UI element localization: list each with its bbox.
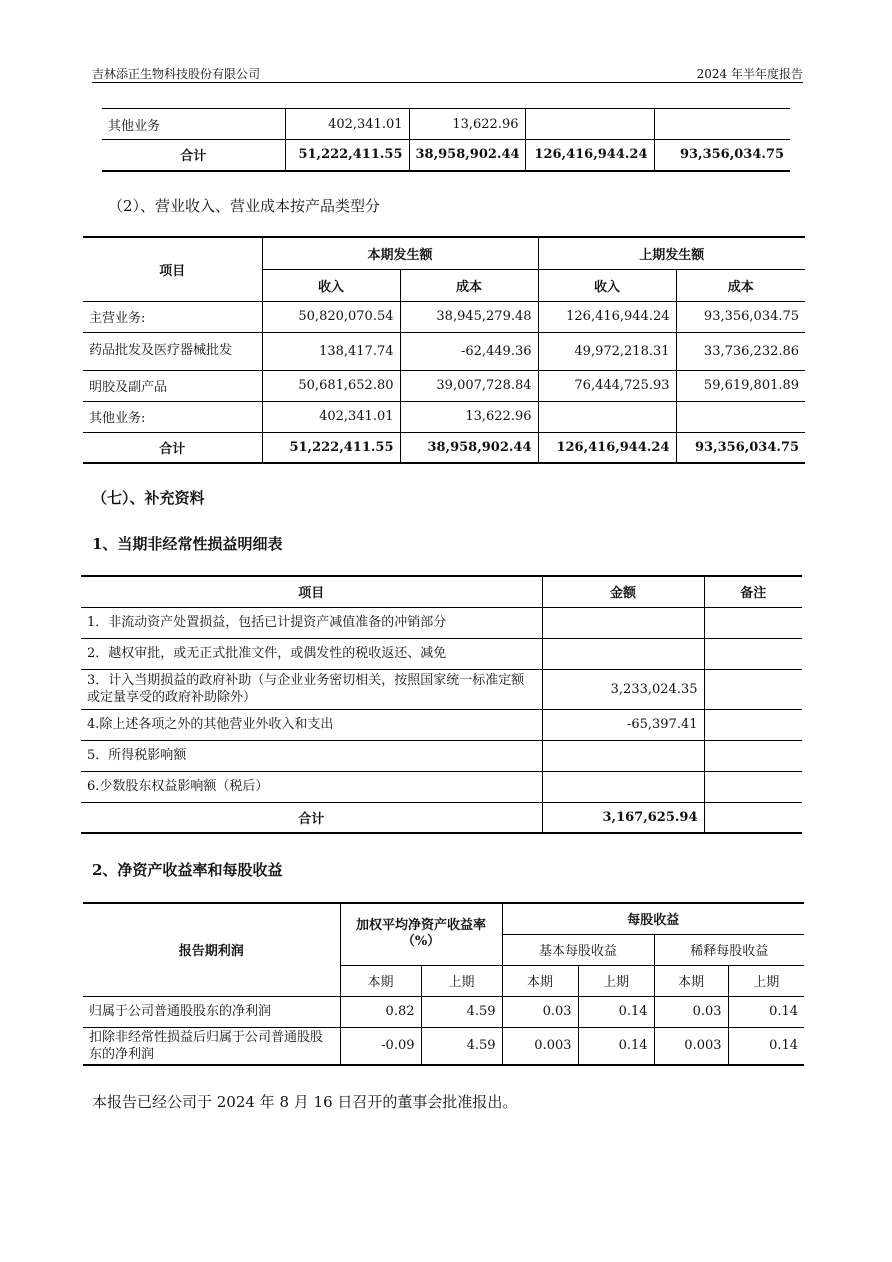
section-caption: （2）、营业收入、营业成本按产品类型分	[108, 197, 381, 215]
header-profit: 报告期利润	[83, 903, 340, 996]
header-amount: 金额	[542, 576, 704, 607]
row-label: 扣除非经常性损益后归属于公司普通股股东的净利润	[83, 1027, 340, 1065]
page-header	[92, 63, 803, 83]
cell-value: 138,417.74	[262, 332, 400, 370]
cell-value: 38,958,902.44	[409, 140, 525, 171]
report-title: 2024 年半年度报告	[696, 67, 803, 81]
cell-value: 39,007,728.84	[400, 370, 538, 401]
row-label: 合计	[81, 802, 542, 833]
cell-note	[704, 771, 802, 802]
header-cost: 成本	[676, 269, 805, 301]
revenue-by-product-table	[83, 236, 805, 464]
row-label: 药品批发及医疗器械批发	[83, 332, 262, 370]
cell-note	[704, 638, 802, 669]
cell-value: -62,449.36	[400, 332, 538, 370]
cell-value: 50,681,652.80	[262, 370, 400, 401]
cell-value: -0.09	[340, 1027, 421, 1065]
cell-note	[704, 709, 802, 740]
cell-value	[525, 109, 654, 140]
row-label: 其他业务	[102, 109, 285, 140]
cell-amount	[542, 771, 704, 802]
row-label: 归属于公司普通股股东的净利润	[83, 996, 340, 1027]
header-item: 项目	[83, 237, 262, 301]
cell-value: 13,622.96	[409, 109, 525, 140]
cell-value: 93,356,034.75	[676, 301, 805, 332]
cell-value: 0.82	[340, 996, 421, 1027]
cell-value: 0.14	[728, 996, 804, 1027]
header-eps: 每股收益	[502, 903, 804, 934]
cell-note	[704, 802, 802, 833]
table-row	[83, 301, 805, 332]
cell-value: 49,972,218.31	[538, 332, 676, 370]
header-current: 本期	[340, 965, 421, 996]
header-current: 本期	[654, 965, 728, 996]
cell-value	[676, 401, 805, 432]
header-income: 收入	[538, 269, 676, 301]
cell-value: 38,958,902.44	[400, 432, 538, 463]
cell-amount: 3,167,625.94	[542, 802, 704, 833]
row-label: 主营业务:	[83, 301, 262, 332]
header-prior: 上期	[421, 965, 502, 996]
cell-value: 51,222,411.55	[285, 140, 409, 171]
table-row-total	[81, 802, 802, 833]
table-row	[81, 740, 802, 771]
header-diluted-eps: 稀释每股收益	[654, 934, 804, 965]
header-income: 收入	[262, 269, 400, 301]
header-cost: 成本	[400, 269, 538, 301]
row-label: 合计	[83, 432, 262, 463]
row-label: 2．越权审批，或无正式批准文件，或偶发性的税收返还、减免	[81, 638, 542, 669]
row-label: 1．非流动资产处置损益，包括已计提资产减值准备的冲销部分	[81, 607, 542, 638]
table-row	[81, 638, 802, 669]
row-label: 合计	[102, 140, 285, 171]
cell-value: 38,945,279.48	[400, 301, 538, 332]
table-row	[102, 109, 790, 140]
table-row	[81, 709, 802, 740]
table-header-row	[83, 237, 805, 269]
subsection-title: 2、净资产收益率和每股收益	[92, 861, 283, 879]
table-row	[81, 771, 802, 802]
table-row	[83, 1027, 804, 1065]
cell-value: 4.59	[421, 996, 502, 1027]
cell-value: 0.14	[578, 1027, 654, 1065]
cell-value: 0.003	[502, 1027, 578, 1065]
row-label: 4.除上述各项之外的其他营业外收入和支出	[81, 709, 542, 740]
cell-note	[704, 740, 802, 771]
row-label: 3．计入当期损益的政府补助（与企业业务密切相关，按照国家统一标准定额或定量享受的政府补助除外）	[81, 669, 542, 709]
header-item: 项目	[81, 576, 542, 607]
table-row	[83, 401, 805, 432]
cell-value: 13,622.96	[400, 401, 538, 432]
cell-amount: -65,397.41	[542, 709, 704, 740]
cell-value: 126,416,944.24	[538, 301, 676, 332]
cell-note	[704, 607, 802, 638]
header-prior: 上期	[728, 965, 804, 996]
table-row	[81, 669, 802, 709]
header-note: 备注	[704, 576, 802, 607]
cell-amount	[542, 607, 704, 638]
cell-value: 0.14	[578, 996, 654, 1027]
approval-note: 本报告已经公司于 2024 年 8 月 16 日召开的董事会批准报出。	[92, 1093, 518, 1111]
table-header-row	[81, 576, 802, 607]
cell-value: 126,416,944.24	[525, 140, 654, 171]
cell-value: 76,444,725.93	[538, 370, 676, 401]
cell-value: 4.59	[421, 1027, 502, 1065]
header-current: 本期发生额	[262, 237, 538, 269]
table-row	[83, 332, 805, 370]
cell-value: 0.14	[728, 1027, 804, 1065]
cell-amount: 3,233,024.35	[542, 669, 704, 709]
header-roe: 加权平均净资产收益率（%）	[340, 903, 502, 965]
cell-amount	[542, 638, 704, 669]
cell-note	[704, 669, 802, 709]
cell-value: 402,341.01	[262, 401, 400, 432]
cell-value: 51,222,411.55	[262, 432, 400, 463]
cell-value: 126,416,944.24	[538, 432, 676, 463]
table-row	[81, 607, 802, 638]
company-name: 吉林添正生物科技股份有限公司	[92, 67, 261, 81]
header-prior: 上期	[578, 965, 654, 996]
non-recurring-items-table	[81, 575, 802, 834]
cell-amount	[542, 740, 704, 771]
roe-eps-table	[83, 902, 804, 1066]
cell-value: 0.03	[502, 996, 578, 1027]
table-row	[83, 996, 804, 1027]
cell-value	[538, 401, 676, 432]
cell-value: 0.003	[654, 1027, 728, 1065]
table-header-row	[83, 903, 804, 934]
row-label: 5．所得税影响额	[81, 740, 542, 771]
row-label: 其他业务:	[83, 401, 262, 432]
table-row-total	[102, 140, 790, 171]
cell-value: 0.03	[654, 996, 728, 1027]
cell-value	[654, 109, 790, 140]
subsection-title: 1、当期非经常性损益明细表	[92, 535, 283, 553]
revenue-table-continued	[102, 108, 790, 172]
header-prior: 上期发生额	[538, 237, 805, 269]
row-label: 6.少数股东权益影响额（税后）	[81, 771, 542, 802]
row-label: 明胶及副产品	[83, 370, 262, 401]
section-title: （七）、补充资料	[92, 489, 205, 507]
cell-value: 93,356,034.75	[676, 432, 805, 463]
cell-value: 59,619,801.89	[676, 370, 805, 401]
table-row-total	[83, 432, 805, 463]
header-current: 本期	[502, 965, 578, 996]
cell-value: 93,356,034.75	[654, 140, 790, 171]
header-basic-eps: 基本每股收益	[502, 934, 654, 965]
table-row	[83, 370, 805, 401]
cell-value: 402,341.01	[285, 109, 409, 140]
cell-value: 33,736,232.86	[676, 332, 805, 370]
cell-value: 50,820,070.54	[262, 301, 400, 332]
